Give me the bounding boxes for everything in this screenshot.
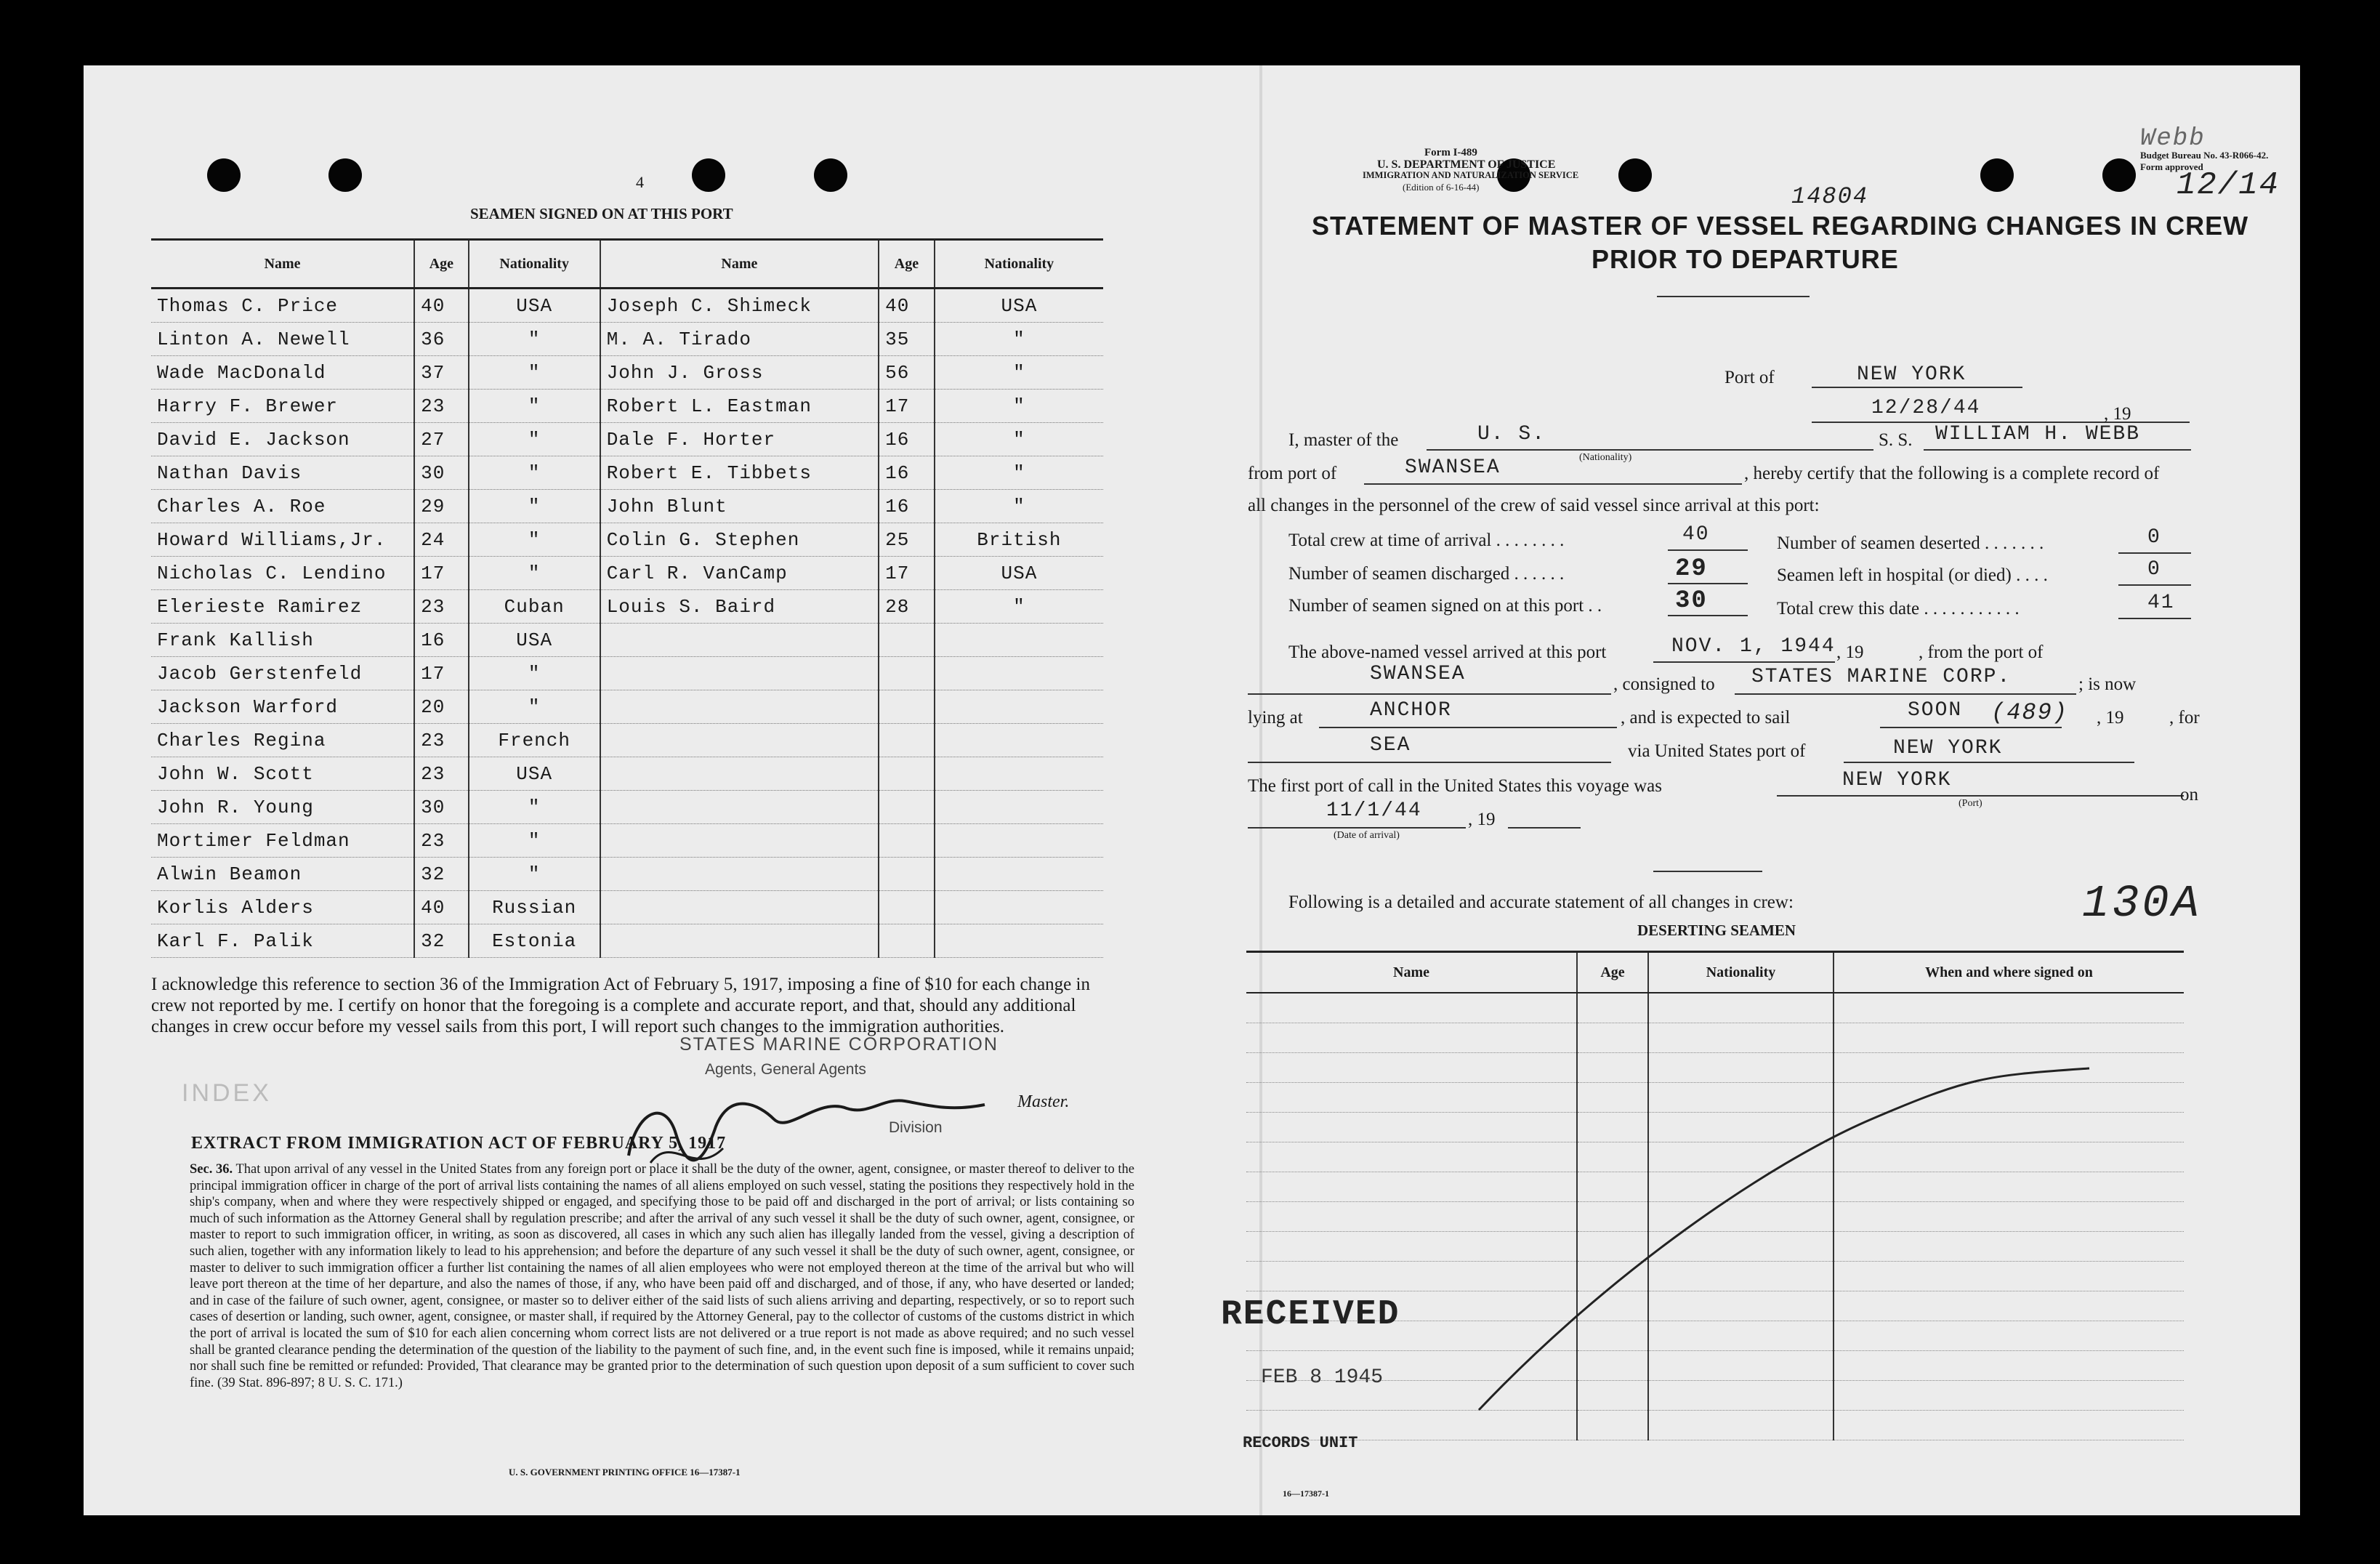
lying-at-label: lying at [1248,708,1303,727]
master-of-the-label: I, master of the [1288,430,1399,450]
crew-name-cell: Wade MacDonald [151,356,414,390]
crew-nationality-cell: " [935,323,1103,356]
table-row [151,390,1103,423]
column-header-nationality: Nationality [1648,952,1834,993]
discharged-label: Number of seamen discharged . . . . . . [1288,564,1565,584]
deserting-seamen-title: DESERTING SEAMEN [1637,922,1796,939]
via-label: via United States port of [1628,741,1806,761]
crew-name-cell: M. A. Tirado [600,323,879,356]
handwritten-number: 14804 [1791,183,1869,210]
crew-name-cell: Frank Kallish [151,624,414,657]
crew-age-cell: 28 [879,590,935,624]
crew-nationality-cell: " [469,456,600,490]
crew-age-cell [879,690,935,724]
crew-name-cell: Harry F. Brewer [151,390,414,423]
received-stamp: RECEIVED [1221,1295,1400,1334]
budget-bureau-line: Budget Bureau No. 43-R066-42. [2140,150,2269,161]
agent-stamp-company: STATES MARINE CORPORATION [679,1034,999,1055]
total-arrival-line [1668,549,1748,551]
crew-age-cell: 36 [414,323,469,356]
date-of-arrival-caption: (Date of arrival) [1334,830,1400,841]
table-row [151,690,1103,724]
crew-nationality-cell: " [935,356,1103,390]
expected-value: SOON [1908,699,1963,722]
extract-title: EXTRACT FROM IMMIGRATION ACT OF FEBRUARY 5, 1917 [191,1134,727,1153]
crew-nationality-cell [935,690,1103,724]
crew-nationality-cell: USA [469,289,600,323]
table-row [151,490,1103,523]
consigned-value: STATES MARINE CORP. [1751,666,2012,688]
total-arrival-value: 40 [1682,523,1710,546]
master-of-the-line [1427,449,1873,451]
crew-nationality-cell: " [469,323,600,356]
crew-name-cell: Mortimer Feldman [151,824,414,858]
crew-nationality-cell [935,858,1103,891]
statement-date: 12/28/44 [1871,397,1981,419]
master-label: Master. [1017,1092,1070,1111]
crew-name-cell: Alwin Beamon [151,858,414,891]
agent-stamp-division: Division [889,1119,943,1136]
table-row [151,724,1103,757]
crew-age-cell: 17 [414,657,469,690]
arrival-date-value: 11/1/44 [1326,799,1422,822]
expected-year: , 19 [2097,708,2124,727]
seamen-signed-title: SEAMEN SIGNED ON AT THIS PORT [470,205,733,222]
crew-name-cell: Robert E. Tibbets [600,456,879,490]
crew-nationality-cell: USA [935,289,1103,323]
crew-nationality-cell [935,791,1103,824]
punch-hole [207,158,241,192]
arrival-year-line [1508,827,1581,829]
table-header-row [151,240,1103,289]
table-row [151,824,1103,858]
crew-name-cell: Jacob Gerstenfeld [151,657,414,690]
crew-nationality-cell: " [935,490,1103,523]
printer-line: U. S. GOVERNMENT PRINTING OFFICE 16—17387-1 [509,1467,741,1478]
hospital-line [2118,584,2191,586]
crew-nationality-cell: " [469,523,600,557]
crew-age-cell: 17 [879,557,935,590]
from-port-line [1364,483,1742,485]
ss-line [1924,449,2191,451]
crew-name-cell: Jackson Warford [151,690,414,724]
for-value: SEA [1370,734,1411,757]
cancellation-stroke [1464,1017,2118,1424]
crew-name-cell: Carl R. VanCamp [600,557,879,590]
table-row [151,891,1103,924]
crew-name-cell [600,791,879,824]
nationality-caption: (Nationality) [1579,452,1632,463]
crew-nationality-cell [935,924,1103,958]
column-header-nationality: Nationality [469,240,600,289]
column-header-age: Age [414,240,469,289]
ss-label: S. S. [1879,430,1913,450]
crew-name-cell: Karl F. Palik [151,924,414,958]
table-row [151,657,1103,690]
table-row [151,791,1103,824]
crew-name-cell: Linton A. Newell [151,323,414,356]
crew-nationality-cell: Cuban [469,590,600,624]
table-row [151,924,1103,958]
from-port-of-label: , from the port of [1919,642,2044,662]
total-today-label: Total crew this date . . . . . . . . . . . [1777,599,2020,618]
deserted-line [2118,552,2191,554]
crew-age-cell: 16 [414,624,469,657]
on-label: on [2180,785,2198,805]
column-header-signed-on: When and where signed on [1834,952,2184,993]
table-row [151,858,1103,891]
arrived-line [1653,661,1835,663]
column-header-age: Age [1577,952,1648,993]
agent-stamp-agents: Agents, General Agents [705,1061,866,1078]
total-today-line [2118,618,2191,619]
arrival-date-year: , 19 [1468,810,1496,829]
via-value: NEW YORK [1893,737,2003,759]
crew-age-cell: 20 [414,690,469,724]
crew-nationality-cell: Estonia [469,924,600,958]
column-header-age: Age [879,240,935,289]
edition-line: (Edition of 6-16-44) [1403,182,1480,193]
handwritten-sheet-number: 12/14 [2177,167,2280,203]
crew-nationality-cell [935,657,1103,690]
crew-nationality-cell [935,624,1103,657]
section-36-body: That upon arrival of any vessel in the United States from any foreign port or place it shall be the duty of the owner, agent, consignee, or master thereof to deliver to the principal immigration officer in charge of the port of arrival lists containing the names of all aliens employed on such vessel, stating the positions they respectively hold in the ship's company, when and where they were respectively shipped or engaged, and specifying those to be paid off and discharged in the port of arrival; or lists containing so much of such information as the Attorney General shall by regulation prescribe; and after the arrival of any such vessel it shall be the duty of such owner, agent, consignee, or master to report to such immigration officer, in writing, as soon as discovered, all cases in which any such alien has illegally landed from the vessel, giving a description of such alien, together with any information likely to lead to his apprehension; and before the departure of any such vessel it shall be the duty of such owner, agent, consignee, or master to deliver to such immigration officer a further list containing the names of all alien employees who were not employed thereon at the time of the arrival but who will leave port thereon at the time of her departure, and also the names of those, if any, who have been paid off and discharged, and of those, if any, who have deserted or landed; and in case of the failure of such owner, agent, consignee, or master so to deliver either of the said lists of such aliens arriving and departing, respectively, or so to report such cases of desertion or landing, such owner, agent, consignee, or master shall, if required by the Attorney General, pay to the collector of customs of the customs district in which the port of arrival is located the sum of $10 for each alien concerning whom correct lists are not delivered or a true report is not made as above required; and no such vessel shall be granted clearance pending the determination of the question of the liability to the payment of such fine, and, in the event such fine is imposed, while it remains unpaid; nor shall such fine be remitted or refunded: Provided, That clearance may be granted prior to the determination of such question upon deposit of a sum sufficient to cover such fine. (39 Stat. 896-897; 8 U. S. C. 171.) [190,1162,1135,1390]
crew-name-cell [600,924,879,958]
crew-age-cell: 23 [414,590,469,624]
signed-on-label: Number of seamen signed on at this port . . [1288,596,1602,616]
section-36-text [190,1161,1134,1391]
arrived-value: NOV. 1, 1944 [1671,635,1836,658]
form-subtitle: PRIOR TO DEPARTURE [1592,244,1899,274]
crew-age-cell: 17 [879,390,935,423]
table-row [151,590,1103,624]
port-caption: (Port) [1959,798,1982,809]
hospital-label: Seamen left in hospital (or died) . . . . [1777,565,2048,585]
crew-name-cell: Colin G. Stephen [600,523,879,557]
crew-age-cell: 32 [414,924,469,958]
port-of-value: NEW YORK [1857,363,1966,386]
crew-name-cell: John R. Young [151,791,414,824]
table-header-row [1246,952,2184,993]
crew-nationality-cell: " [469,824,600,858]
crew-nationality-cell: " [469,858,600,891]
crew-nationality-cell [935,891,1103,924]
crew-nationality-cell: USA [469,624,600,657]
punch-hole [692,158,725,192]
table-row [151,289,1103,323]
crew-age-cell: 56 [879,356,935,390]
table-row [151,757,1103,791]
hospital-value: 0 [2147,558,2161,581]
crew-nationality-cell: " [469,657,600,690]
punch-hole [2102,158,2136,192]
crew-name-cell: Korlis Alders [151,891,414,924]
crew-age-cell: 32 [414,858,469,891]
punch-hole [1618,158,1652,192]
crew-nationality-cell: " [469,791,600,824]
received-date-stamp: FEB 8 1945 [1261,1366,1384,1389]
crew-age-cell: 30 [414,791,469,824]
document-sheet [84,65,2300,1515]
for-label: , for [2169,708,2200,727]
from-port-of-line [1248,693,1611,695]
crew-name-cell [600,624,879,657]
crew-age-cell [879,791,935,824]
crew-age-cell [879,757,935,791]
crew-name-cell [600,657,879,690]
lying-at-value: ANCHOR [1370,699,1452,722]
crew-name-cell: Robert L. Eastman [600,390,879,423]
arrived-label: The above-named vessel arrived at this port [1288,642,1607,662]
table-row [151,456,1103,490]
crew-name-cell [600,724,879,757]
form-number: Form I-489 [1424,147,1477,158]
table-row [151,423,1103,456]
deserted-value: 0 [2147,526,2161,549]
column-header-name: Name [151,240,414,289]
crew-nationality-cell: " [469,690,600,724]
for-line [1248,762,1611,763]
crew-age-cell: 23 [414,824,469,858]
section-divider [1653,871,1762,872]
form-title: STATEMENT OF MASTER OF VESSEL REGARDING CHANGES IN CREW [1312,211,2249,241]
via-line [1844,762,2134,763]
crew-age-cell: 35 [879,323,935,356]
certify-text: , hereby certify that the following is a complete record of [1744,464,2160,483]
first-port-line [1777,795,2184,797]
crew-nationality-cell: " [469,490,600,523]
crew-age-cell: 40 [414,289,469,323]
crew-nationality-cell: " [469,390,600,423]
index-margin-note: INDEX [182,1079,272,1107]
crew-age-cell: 24 [414,523,469,557]
lying-at-line [1319,727,1617,728]
crew-name-cell [600,690,879,724]
crew-name-cell: Nicholas C. Lendino [151,557,414,590]
crew-age-cell [879,858,935,891]
crew-age-cell: 30 [414,456,469,490]
crew-age-cell: 16 [879,490,935,523]
footer-code: 16—17387-1 [1283,1488,1329,1499]
crew-age-cell: 23 [414,724,469,757]
crew-name-cell: Charles Regina [151,724,414,757]
deserted-label: Number of seamen deserted . . . . . . . [1777,533,2044,553]
crew-name-cell: Dale F. Horter [600,423,879,456]
crew-nationality-cell: " [469,356,600,390]
crew-age-cell: 16 [879,423,935,456]
crew-nationality-cell: Russian [469,891,600,924]
section-36-lead: Sec. 36. [190,1162,233,1177]
crew-name-cell: Louis S. Baird [600,590,879,624]
table-row [151,624,1103,657]
total-arrival-label: Total crew at time of arrival . . . . . . . . [1288,531,1565,550]
table-row [151,323,1103,356]
crew-nationality-cell [935,824,1103,858]
expected-label: , and is expected to sail [1621,708,1791,727]
crew-nationality-cell: " [469,423,600,456]
signed-on-line [1668,615,1748,616]
crew-name-cell: Joseph C. Shimeck [600,289,879,323]
table-row [151,557,1103,590]
service-name: IMMIGRATION AND NATURALIZATION SERVICE [1363,170,1579,180]
seamen-signed-table [151,238,1103,958]
crew-nationality-cell: French [469,724,600,757]
certify-text-2: all changes in the personnel of the crew of said vessel since arrival at this port: [1248,496,1820,515]
port-of-line [1812,387,2022,388]
punch-hole [328,158,362,192]
crew-age-cell [879,891,935,924]
crew-age-cell: 17 [414,557,469,590]
crew-name-cell: Thomas C. Price [151,289,414,323]
form-approved-line: Form approved [2140,161,2203,172]
expected-note: (489) [1991,699,2069,726]
discharged-line [1668,583,1748,584]
column-header-nationality: Nationality [935,240,1103,289]
crew-nationality-cell: USA [469,757,600,791]
crew-name-cell [600,891,879,924]
crew-age-cell [879,624,935,657]
title-underline [1657,296,1810,297]
crew-age-cell: 23 [414,390,469,423]
crew-name-cell: David E. Jackson [151,423,414,456]
arrived-year: , 19 [1836,642,1864,662]
crew-age-cell [879,724,935,757]
crew-age-cell: 27 [414,423,469,456]
page-number: 4 [636,173,644,191]
discharged-value: 29 [1675,555,1708,583]
crew-age-cell: 23 [414,757,469,791]
column-header-name: Name [600,240,879,289]
crew-age-cell [879,924,935,958]
crew-nationality-cell: " [935,390,1103,423]
vessel-name: WILLIAM H. WEBB [1935,423,2141,446]
signed-on-value: 30 [1675,587,1708,615]
crew-nationality-cell [935,724,1103,757]
crew-age-cell: 40 [879,289,935,323]
crew-name-cell: Charles A. Roe [151,490,414,523]
crew-age-cell: 16 [879,456,935,490]
crew-nationality-cell: British [935,523,1103,557]
crew-name-cell: John J. Gross [600,356,879,390]
arrival-date-line [1248,827,1466,829]
crew-name-cell: John W. Scott [151,757,414,791]
crew-name-cell: Nathan Davis [151,456,414,490]
table-row [151,356,1103,390]
crew-age-cell [879,824,935,858]
crew-nationality-cell: " [469,557,600,590]
first-port-value: NEW YORK [1842,769,1952,791]
master-of-the-value: U. S. [1477,423,1546,446]
from-port-value: SWANSEA [1405,456,1501,479]
punch-hole [1980,158,2014,192]
crew-name-cell: Howard Williams,Jr. [151,523,414,557]
crew-age-cell: 40 [414,891,469,924]
crew-nationality-cell [935,757,1103,791]
following-text: Following is a detailed and accurate statement of all changes in crew: [1288,892,1794,912]
crew-nationality-cell: " [935,590,1103,624]
crew-name-cell: Eleriestе Ramirez [151,590,414,624]
crew-age-cell: 25 [879,523,935,557]
crew-age-cell: 37 [414,356,469,390]
crew-age-cell: 29 [414,490,469,523]
crew-name-cell: John Blunt [600,490,879,523]
total-today-value: 41 [2147,592,2175,614]
is-now-label: ; is now [2078,674,2137,694]
from-port-of-value: SWANSEA [1370,663,1466,685]
first-port-label: The first port of call in the United States this voyage was [1248,776,1663,796]
department-name: U. S. DEPARTMENT OF JUSTICE [1377,158,1556,171]
crew-name-cell [600,757,879,791]
date-year-label: , 19 [2104,404,2131,424]
crew-name-cell [600,858,879,891]
from-port-label: from port of [1248,464,1337,483]
handwritten-top-note: Webb [2140,125,2206,153]
consigned-line [1735,693,2076,695]
crew-nationality-cell: " [935,456,1103,490]
consigned-label: , consigned to [1613,674,1715,694]
table-row [151,523,1103,557]
port-of-label: Port of [1725,368,1775,387]
crew-nationality-cell: " [935,423,1103,456]
punch-hole [814,158,847,192]
acknowledgement-text: I acknowledge this reference to section 36 of the Immigration Act of February 5, 1917, imposing a fine of $10 for each change in crew not reported by me. I certify on honor that the foregoing is a complete and accurate report, and that, should any additional changes in crew occur before my vessel sails from this port, I will report such changes to the immigration authorities. [151,975,1090,1036]
expected-line [1880,727,2062,728]
column-header-name: Name [1246,952,1577,993]
crew-name-cell [600,824,879,858]
crew-age-cell [879,657,935,690]
handwritten-code: 130A [2082,878,2202,930]
records-unit-stamp: RECORDS UNIT [1243,1434,1358,1452]
crew-nationality-cell: USA [935,557,1103,590]
